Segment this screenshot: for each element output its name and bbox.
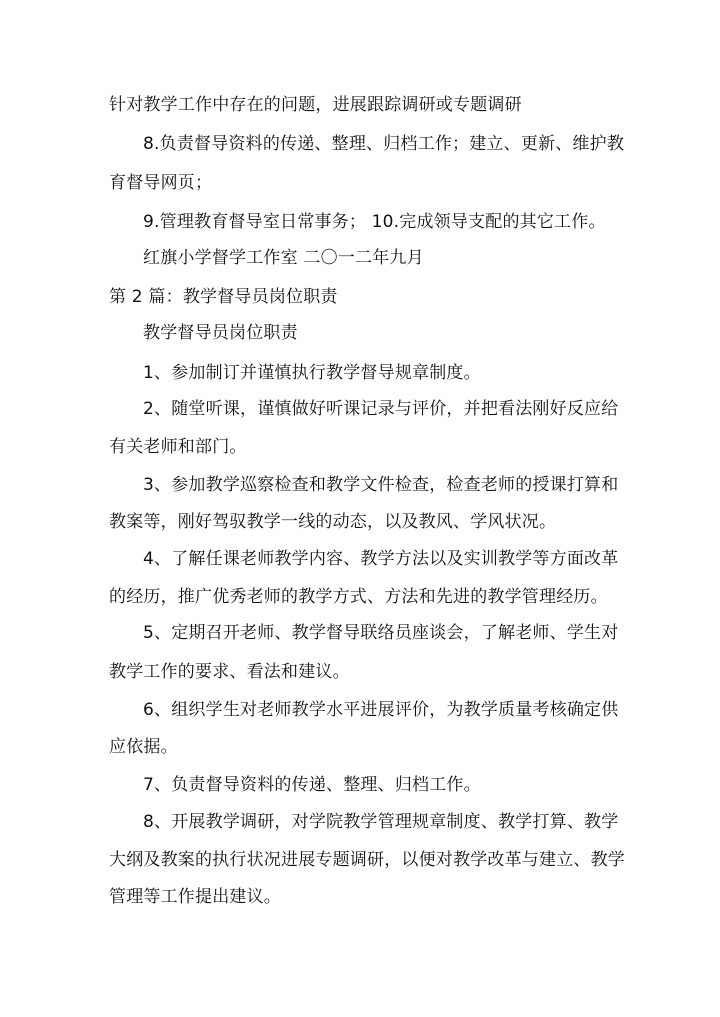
text-line: 管理等工作提出建议。: [109, 887, 281, 907]
text-line: 的经历，推广优秀老师的教学方式、方法和先进的教学管理经历。: [109, 587, 608, 607]
text-line: 1、参加制订并谨慎执行教学督导规章制度。: [143, 363, 481, 383]
section-heading: 第 2 篇：教学督导员岗位职责: [109, 287, 338, 307]
text-line: 教案等，刚好驾驭教学一线的动态，以及教风、学风状况。: [109, 512, 557, 532]
text-line: 4、了解任课老师教学内容、教学方法以及实训教学等方面改革: [143, 549, 619, 569]
text-line: 教学工作的要求、看法和建议。: [109, 662, 350, 682]
text-line: 针对教学工作中存在的问题，进展跟踪调研或专题调研: [109, 95, 522, 115]
text-line: 8.负责督导资料的传递、整理、归档工作；建立、更新、维护教: [143, 134, 625, 154]
text-line: 7、负责督导资料的传递、整理、归档工作。: [143, 775, 481, 795]
text-line: 2、随堂听课，谨慎做好听课记录与评价，并把看法刚好反应给: [143, 399, 619, 419]
text-line: 5、定期召开老师、教学督导联络员座谈会，了解老师、学生对: [143, 623, 619, 643]
text-line: 育督导网页；: [109, 173, 213, 193]
text-line: 红旗小学督学工作室 二〇一二年九月: [143, 248, 424, 268]
section-title: 教学督导员岗位职责: [143, 323, 298, 343]
text-line: 9.管理教育督导室日常事务； 10.完成领导支配的其它工作。: [143, 212, 606, 232]
text-line: 应依据。: [109, 737, 178, 757]
text-line: 有关老师和部门。: [109, 437, 247, 457]
text-line: 大纲及教案的执行状况进展专题调研，以便对教学改革与建立、教学: [109, 850, 625, 870]
text-line: 3、参加教学巡察检查和教学文件检查，检查老师的授课打算和: [143, 475, 619, 495]
text-line: 8、开展教学调研，对学院教学管理规章制度、教学打算、教学: [143, 812, 619, 832]
text-line: 6、组织学生对老师教学水平进展评价，为教学质量考核确定供: [143, 700, 619, 720]
